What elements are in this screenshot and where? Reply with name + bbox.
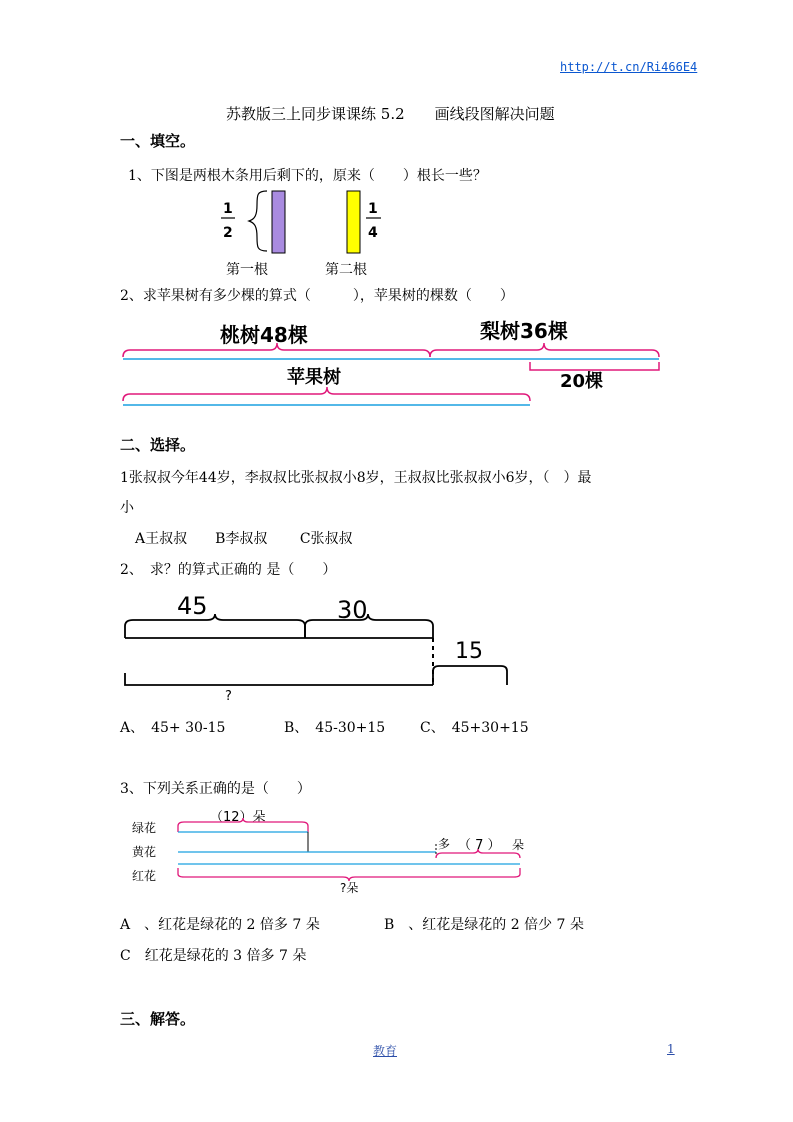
label-diff-20: 20棵	[560, 371, 604, 392]
footer-page-number: 1	[667, 1042, 675, 1056]
label-green-count: （12）朵	[210, 810, 266, 825]
second-stick-bar	[347, 191, 360, 253]
label-unknown: ?	[225, 689, 232, 704]
label-red-flowers: 红花	[132, 869, 157, 883]
footer-center-link[interactable]: 教育	[373, 1044, 398, 1058]
total-bracket	[125, 673, 433, 685]
header-url-link[interactable]: http://t.cn/Ri466E4	[560, 60, 698, 74]
label-more-unit: 朵	[512, 838, 525, 852]
label-more: 多	[438, 837, 451, 851]
question-2-1-line2: 小	[120, 500, 134, 516]
question-2-3-option-b: B 、红花是绿花的 2 倍少 7 朵	[384, 917, 584, 933]
label-15: 15	[455, 639, 483, 664]
question-2-2-option-a: A、 45+ 30-15	[120, 720, 226, 736]
frac-left-den: 2	[223, 225, 233, 241]
tree-segment-diagram	[115, 315, 675, 415]
page-title: 苏教版三上同步课课练 5.2 画线段图解决问题	[226, 105, 555, 123]
label-30: 30	[337, 596, 368, 624]
question-2-3-option-a: A 、红花是绿花的 2 倍多 7 朵	[120, 917, 320, 933]
question-2-2-option-c: C、 45+30+15	[420, 720, 529, 736]
pear-brace	[430, 343, 659, 357]
frac-right-num: 1	[368, 201, 378, 217]
flowers-segment-diagram	[118, 800, 538, 900]
label-second-stick: 第二根	[325, 262, 367, 278]
red-brace	[178, 868, 520, 881]
section-heading-fill-blanks: 一、填空。	[120, 132, 196, 150]
wood-sticks-figure	[215, 185, 395, 260]
question-2-3-option-c: C 红花是绿花的 3 倍多 7 朵	[120, 948, 307, 964]
question-2-2-option-b: B、 45-30+15	[284, 720, 386, 736]
label-green-flowers: 绿花	[132, 821, 157, 835]
question-1-2-text: 2、求苹果树有多少棵的算式（ ），苹果树的棵数（ ）	[120, 288, 514, 304]
left-curly-brace	[249, 191, 267, 251]
brace-15	[433, 666, 507, 685]
label-yellow-flowers: 黄花	[132, 845, 157, 859]
frac-right-den: 4	[368, 225, 378, 241]
peach-brace	[123, 343, 430, 357]
question-1-1-text: 1、下图是两根木条用后剩下的，原来（ ）根长一些？	[128, 168, 487, 184]
diff-bracket	[530, 362, 659, 370]
question-2-2-text: 2、 求？的算式正确的 是（ ）	[120, 562, 337, 578]
sum-segment-diagram	[115, 590, 535, 705]
question-2-1-options: A王叔叔 B李叔叔 C张叔叔	[135, 531, 353, 547]
first-stick-bar	[272, 191, 285, 253]
label-red-unknown: ?朵	[340, 881, 359, 895]
section-heading-solve: 三、解答。	[120, 1010, 196, 1028]
label-more-count: （ 7 ）	[458, 838, 501, 853]
label-first-stick: 第一根	[226, 262, 268, 278]
label-peach-trees: 桃树48棵	[220, 323, 308, 347]
label-apple-trees: 苹果树	[287, 367, 341, 388]
brace-45	[125, 614, 305, 638]
label-45: 45	[177, 592, 208, 620]
question-2-3-text: 3、下列关系正确的是（ ）	[120, 781, 311, 797]
brace-30	[305, 614, 433, 638]
green-brace	[178, 818, 308, 832]
label-pear-trees: 梨树36棵	[480, 319, 568, 343]
section-heading-choice: 二、选择。	[120, 436, 196, 454]
frac-left-num: 1	[223, 201, 233, 217]
apple-brace	[123, 387, 530, 401]
question-2-1-line1: 1张叔叔今年44岁，李叔叔比张叔叔小8岁，王叔叔比张叔叔小6岁，（ ）最	[120, 470, 592, 486]
